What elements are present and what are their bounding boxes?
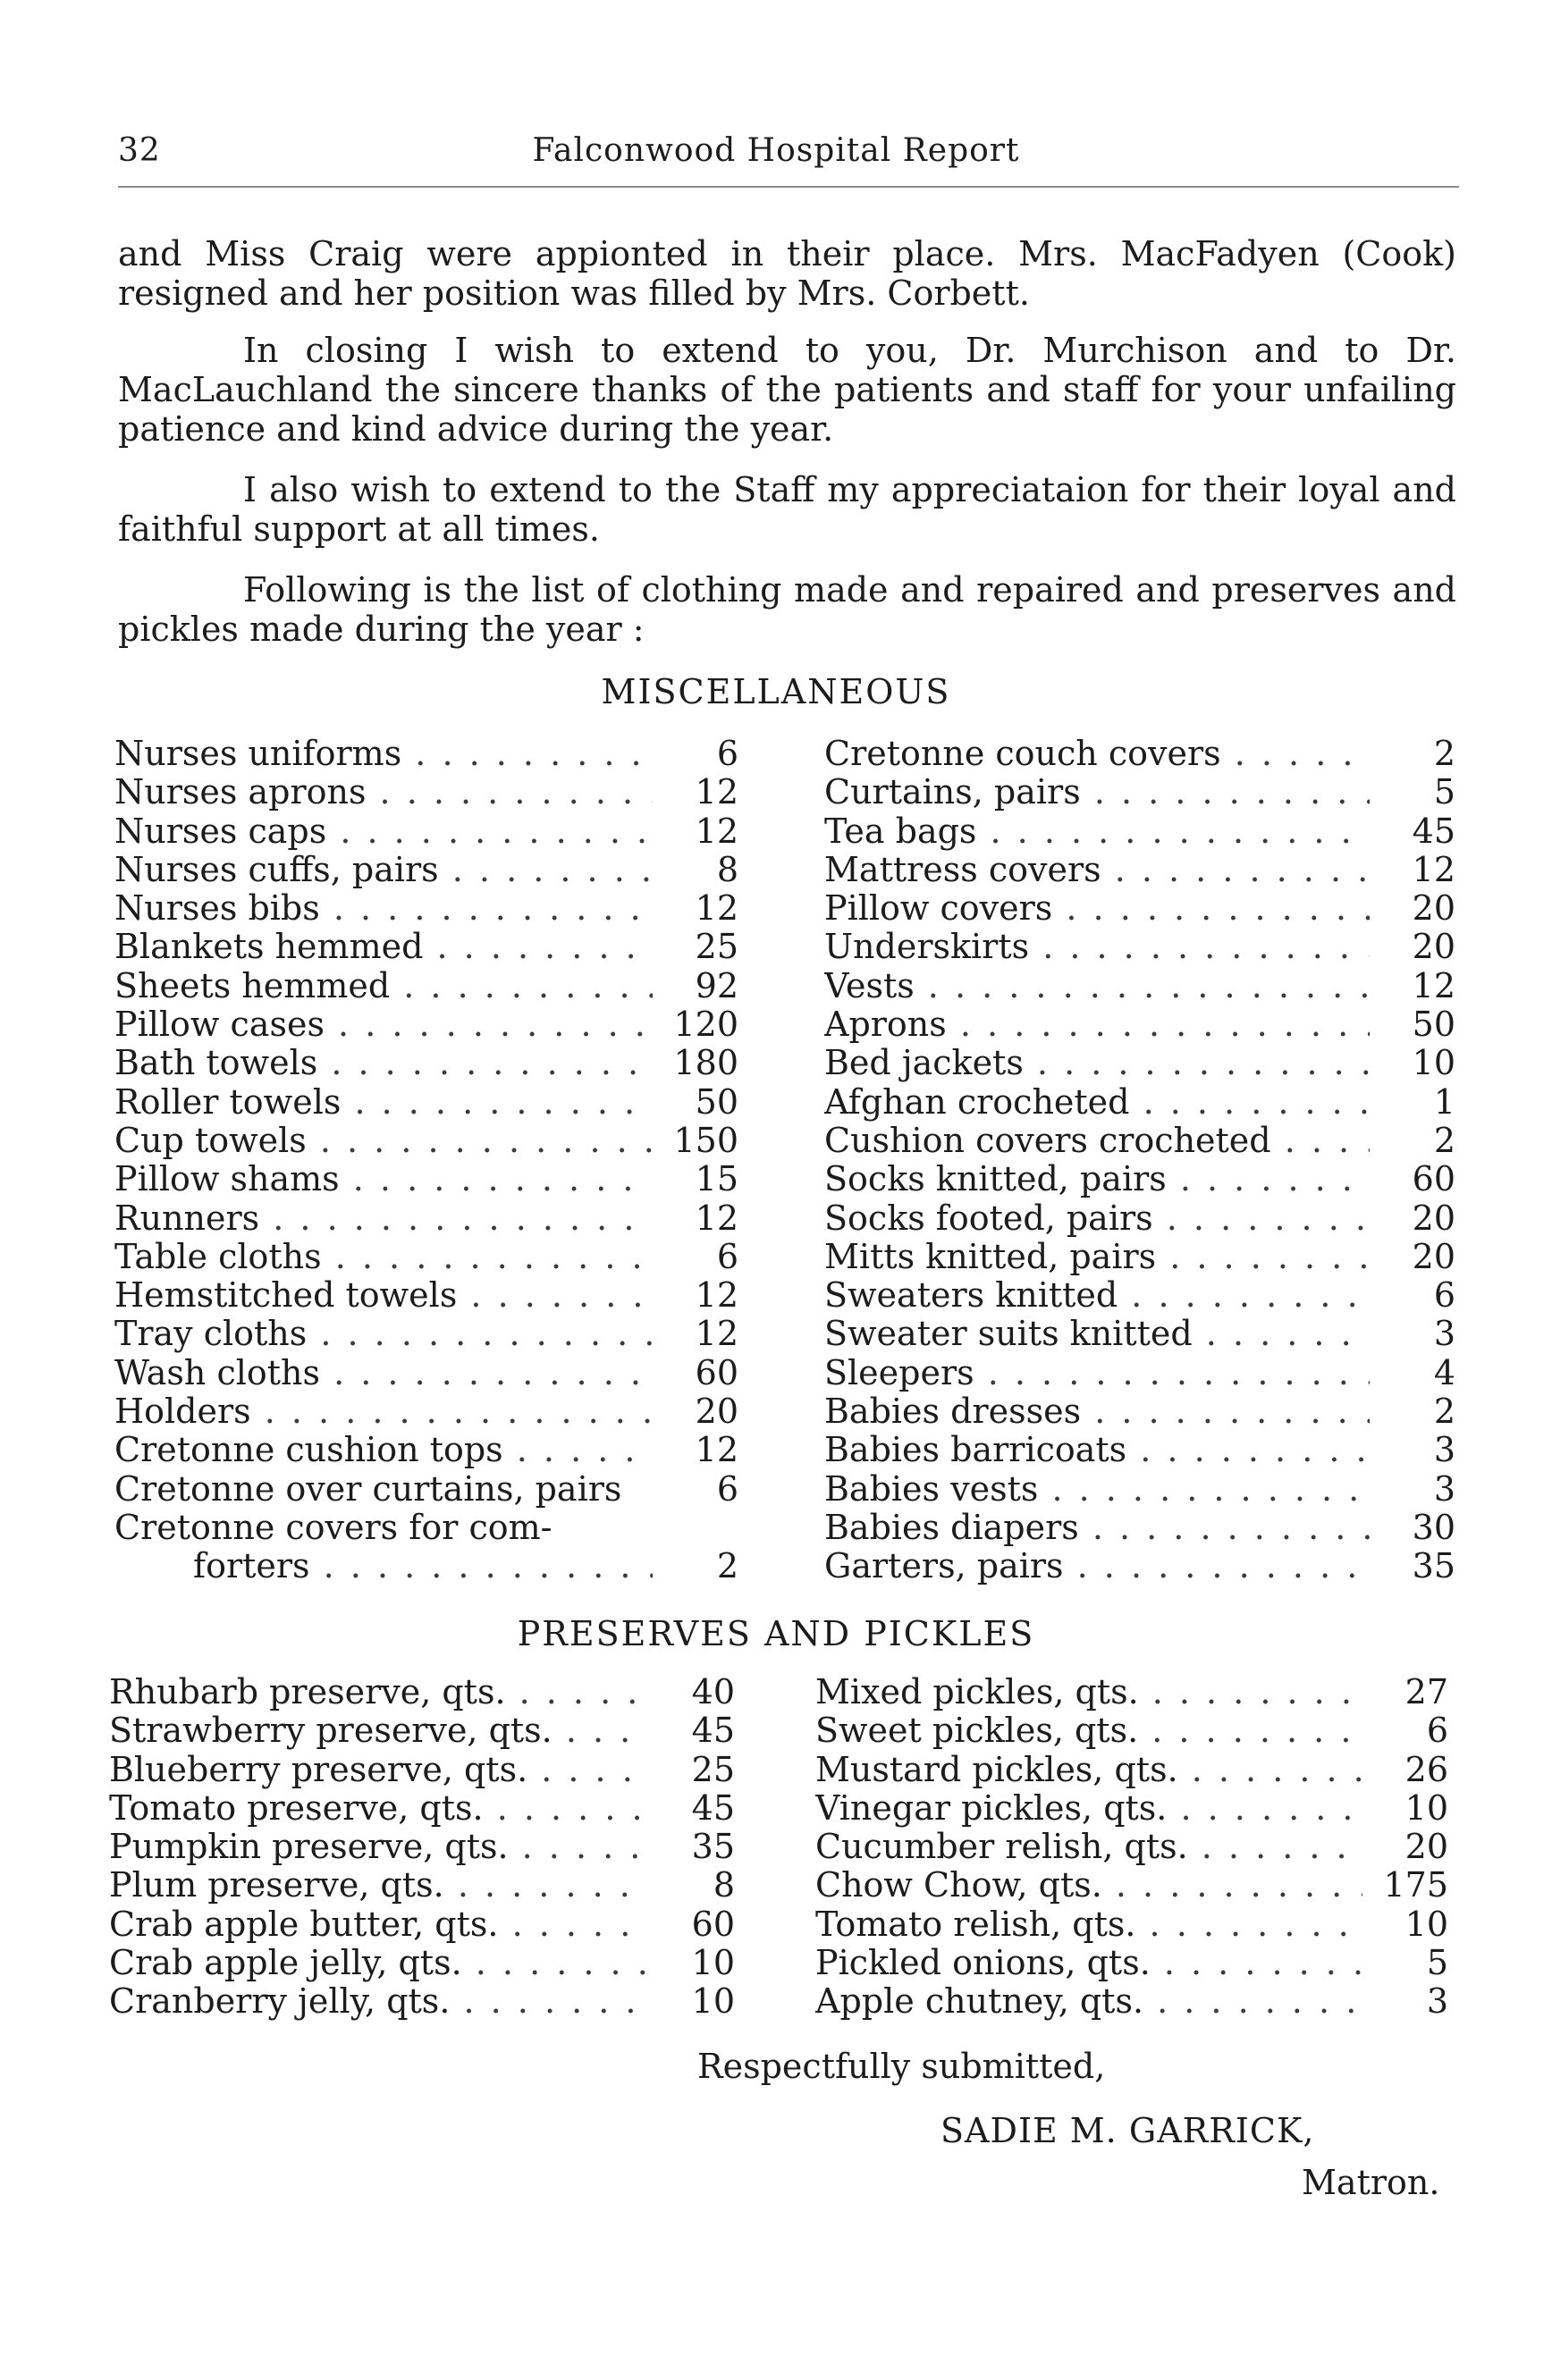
item-quantity: 25 [691,1749,735,1789]
item-quantity: 120 [673,1005,738,1045]
list-item [114,1392,738,1431]
item-quantity: 12 [1412,965,1455,1005]
item-name: Nurses uniforms . . . [114,735,653,773]
miscellaneous-heading: MISCELLANEOUS [601,672,951,711]
list-item [109,1944,735,1982]
item-quantity: 27 [1404,1672,1448,1711]
item-name: Strawberry preserve, qts. . . . [109,1711,649,1750]
item-quantity: 50 [1412,1005,1455,1045]
item-quantity: 2 [1433,734,1455,773]
item-quantity: 60 [695,1352,738,1392]
item-quantity: 20 [1404,1827,1448,1867]
item-name: Socks footed, pairs . . . [824,1199,1370,1238]
item-name: Nurses cuffs, pairs . . . [114,851,653,889]
item-name: Pumpkin preserve, qts. . . . [109,1828,649,1866]
list-item [824,851,1455,889]
paragraph-text: I also wish to extend to the Staff my appreciataion for their loyal and faithful support at all times. [118,470,1456,549]
item-name: Sheets hemmed . . . [114,967,653,1005]
list-item [114,928,738,966]
item-quantity: 30 [1412,1507,1455,1547]
item-name: Curtains, pairs . . . [824,773,1370,812]
list-item [824,1470,1455,1509]
item-quantity: 40 [691,1672,735,1711]
item-quantity: 12 [695,772,738,812]
item-name: Tea bags . . . [824,812,1370,851]
list-item [815,1751,1448,1789]
miscellaneous-right-list [824,735,1455,1586]
item-quantity: 2 [1433,1392,1455,1432]
list-item [824,889,1455,928]
item-name: Sweater suits knitted . . . [824,1315,1370,1353]
item-name: Sweet pickles, qts. . . . [815,1711,1362,1750]
item-quantity: 3 [1433,1468,1455,1509]
item-name: Cup towels . . . [114,1122,653,1160]
list-item [114,1083,738,1122]
list-item [824,1276,1455,1315]
item-name: Babies dresses . . . [824,1392,1370,1431]
item-name: Vinegar pickles, qts. . . . [815,1789,1362,1828]
list-item [114,812,738,851]
list-item [815,1982,1448,2021]
item-name: Tomato relish, qts. . . . [815,1905,1362,1944]
preserves-heading: PRESERVES AND PICKLES [517,1614,1035,1653]
list-item [114,1547,738,1585]
list-item [114,1238,738,1276]
list-item [824,1354,1455,1392]
item-name: Socks knitted, pairs . . . [824,1160,1370,1198]
item-quantity: 20 [1412,1236,1455,1276]
item-name: Mattress covers . . . [824,851,1370,889]
item-name: Nurses bibs . . . [114,889,653,928]
item-name: Underskirts . . . [824,928,1370,966]
paragraph-appreciation [118,470,1456,549]
paragraph-text: Following is the list of clothing made and repaired and preserves and pickles made during the year : [118,570,1456,649]
item-name: Crab apple butter, qts. . . . [109,1905,649,1944]
item-name: Pillow cases . . . [114,1005,653,1044]
list-item [815,1711,1448,1750]
list-item [824,928,1455,966]
item-quantity: 12 [1412,849,1455,889]
list-item [815,1789,1448,1828]
list-item [824,1238,1455,1276]
preserves-left-list [109,1673,735,2022]
item-name: Wash cloths . . . [114,1354,653,1392]
list-item [824,1199,1455,1238]
list-item [815,1673,1448,1711]
preserves-right-list [815,1673,1448,2022]
item-name: Cucumber relish, qts. . . . [815,1828,1362,1866]
item-name: Hemstitched towels . . . [114,1276,653,1315]
item-quantity: 3 [1433,1430,1455,1470]
item-name: Babies diapers . . . [824,1509,1370,1547]
list-item [109,1828,735,1866]
item-name: Table cloths . . . [114,1238,653,1276]
list-item [815,1905,1448,1944]
item-quantity: 8 [716,849,738,889]
item-quantity: 50 [695,1081,738,1122]
item-quantity: 10 [691,1943,735,1983]
item-name: Babies vests . . . [824,1470,1370,1509]
paragraph-thanks [118,331,1456,449]
list-item [824,1392,1455,1431]
item-name: Rhubarb preserve, qts. . . . [109,1673,649,1711]
item-name: Garters, pairs . . . [824,1547,1370,1585]
item-quantity: 6 [1426,1711,1448,1751]
list-item [109,1711,735,1750]
paragraph-list-intro [118,570,1456,649]
item-quantity: 60 [691,1904,735,1944]
list-item [824,1431,1455,1469]
item-quantity: 12 [695,1198,738,1238]
item-quantity: 6 [716,734,738,773]
item-name: Afghan crocheted . . . [824,1083,1370,1122]
running-title: Falconwood Hospital Report [532,132,1020,169]
item-quantity: 12 [695,1314,738,1354]
item-name: Blankets hemmed . . . [114,928,653,966]
item-name: Apple chutney, qts. . . . [815,1982,1362,2021]
item-quantity: 1 [1433,1081,1455,1122]
item-quantity: 5 [1426,1943,1448,1983]
list-item [109,1673,735,1711]
list-item [114,735,738,773]
item-quantity: 35 [691,1827,735,1867]
list-item [114,1315,738,1353]
item-quantity: 20 [1412,1198,1455,1238]
item-quantity: 12 [695,1275,738,1316]
list-item [824,967,1455,1005]
item-quantity: 8 [713,1865,735,1905]
item-name: Pillow shams . . . [114,1160,653,1198]
item-quantity: 12 [695,811,738,851]
item-quantity: 10 [1412,1043,1455,1083]
item-name: Bath towels . . . [114,1044,653,1082]
list-item [824,1122,1455,1160]
item-quantity: 6 [716,1236,738,1276]
item-name: Mixed pickles, qts. . . . [815,1673,1362,1711]
running-head [0,132,1552,177]
item-quantity: 10 [691,1981,735,2022]
item-quantity: 10 [1404,1904,1448,1944]
list-item [824,1547,1455,1585]
item-quantity: 180 [673,1043,738,1083]
page-number: 32 [118,132,161,169]
closing-phrase: Respectfully submitted, [697,2047,1106,2086]
header-rule [118,186,1459,188]
item-quantity: 175 [1383,1865,1448,1905]
item-quantity: 150 [673,1120,738,1160]
signatory-title: Matron. [1302,2163,1440,2202]
item-name: Cretonne covers for com- [114,1508,552,1547]
list-item [114,1122,738,1160]
list-item [114,1470,738,1509]
list-item [824,1315,1455,1353]
item-name: Sweaters knitted . . . [824,1276,1370,1315]
item-quantity: 15 [695,1159,738,1199]
list-item [824,812,1455,851]
item-quantity: 92 [695,965,738,1005]
item-name: Cushion covers crocheted . . . [824,1122,1370,1160]
item-name: Aprons . . . [824,1005,1370,1044]
item-quantity: 20 [1412,927,1455,967]
item-quantity: 12 [695,1430,738,1470]
list-item [109,1982,735,2021]
item-quantity: 2 [716,1546,738,1586]
item-name: forters . . . [193,1547,653,1585]
list-item [109,1905,735,1944]
item-quantity: 60 [1412,1159,1455,1199]
item-quantity: 3 [1426,1981,1448,2022]
list-item [114,1431,738,1469]
item-name: Bed jackets . . . [824,1044,1370,1082]
list-item [109,1866,735,1905]
list-item [824,773,1455,812]
list-item [114,967,738,1005]
item-name: Cretonne cushion tops . . . [114,1431,653,1469]
list-item [824,1160,1455,1198]
item-quantity: 3 [1433,1314,1455,1354]
list-item [114,889,738,928]
item-name: Pillow covers . . . [824,889,1370,928]
item-quantity: 45 [1412,811,1455,851]
list-item [815,1944,1448,1982]
item-quantity: 20 [695,1392,738,1432]
list-item [114,1276,738,1315]
list-item [824,735,1455,773]
list-item [114,1509,738,1547]
item-quantity: 10 [1404,1787,1448,1828]
item-quantity: 4 [1433,1352,1455,1392]
list-item [824,1509,1455,1547]
list-item [114,1005,738,1044]
signatory-name: SADIE M. GARRICK, [940,2111,1315,2150]
item-name: Sleepers . . . [824,1354,1370,1392]
item-quantity: 45 [691,1711,735,1751]
list-item [114,1354,738,1392]
miscellaneous-left-list [114,735,738,1586]
list-item [114,1199,738,1238]
list-item [824,1083,1455,1122]
item-quantity: 26 [1404,1749,1448,1789]
item-quantity: 45 [691,1787,735,1828]
paragraph-text: In closing I wish to extend to you, Dr. Murchison and to Dr. MacLauchland the sincere thanks of the patients and staff for your unfailing patience and kind advice during the year. [118,331,1456,449]
item-name: Mustard pickles, qts. . . . [815,1751,1362,1789]
item-name: Nurses aprons . . . [114,773,653,812]
item-quantity: 2 [1433,1120,1455,1160]
item-quantity: 5 [1433,772,1455,812]
item-name: Mitts knitted, pairs . . . [824,1238,1370,1276]
item-name: Cranberry jelly, qts. . . . [109,1982,649,2021]
item-name: Blueberry preserve, qts. . . . [109,1751,649,1789]
list-item [109,1751,735,1789]
item-quantity: 25 [695,927,738,967]
list-item [824,1005,1455,1044]
paragraph-text: and Miss Craig were appionted in their place. Mrs. MacFadyen (Cook) resigned and her position was filled by Mrs. Corbett. [118,234,1456,313]
list-item [815,1866,1448,1905]
item-name: Cretonne couch covers . . . [824,735,1370,773]
item-quantity: 6 [1433,1275,1455,1316]
item-name: Chow Chow, qts. . . . [815,1866,1362,1905]
item-name: Vests . . . [824,967,1370,1005]
item-quantity: 12 [695,888,738,929]
list-item [824,1044,1455,1082]
paragraph-staff-changes [118,234,1456,313]
item-name: Babies barricoats . . . [824,1431,1370,1469]
item-name: Roller towels . . . [114,1083,653,1122]
item-name: Tomato preserve, qts. . . . [109,1789,649,1828]
list-item [114,1044,738,1082]
item-name: Tray cloths . . . [114,1315,653,1353]
item-quantity: 20 [1412,888,1455,929]
item-quantity: 6 [716,1468,738,1509]
item-name: Pickled onions, qts. . . . [815,1944,1362,1982]
list-item [114,1160,738,1198]
item-name: Cretonne over curtains, pairs [114,1469,622,1509]
list-item [109,1789,735,1828]
item-quantity: 35 [1412,1546,1455,1586]
item-name: Holders . . . [114,1392,653,1431]
item-name: Crab apple jelly, qts. . . . [109,1944,649,1982]
list-item [815,1828,1448,1866]
list-item [114,851,738,889]
item-name: Plum preserve, qts. . . . [109,1866,649,1905]
list-item [114,773,738,812]
item-name: Runners . . . [114,1199,653,1238]
item-name: Nurses caps . . . [114,812,653,851]
